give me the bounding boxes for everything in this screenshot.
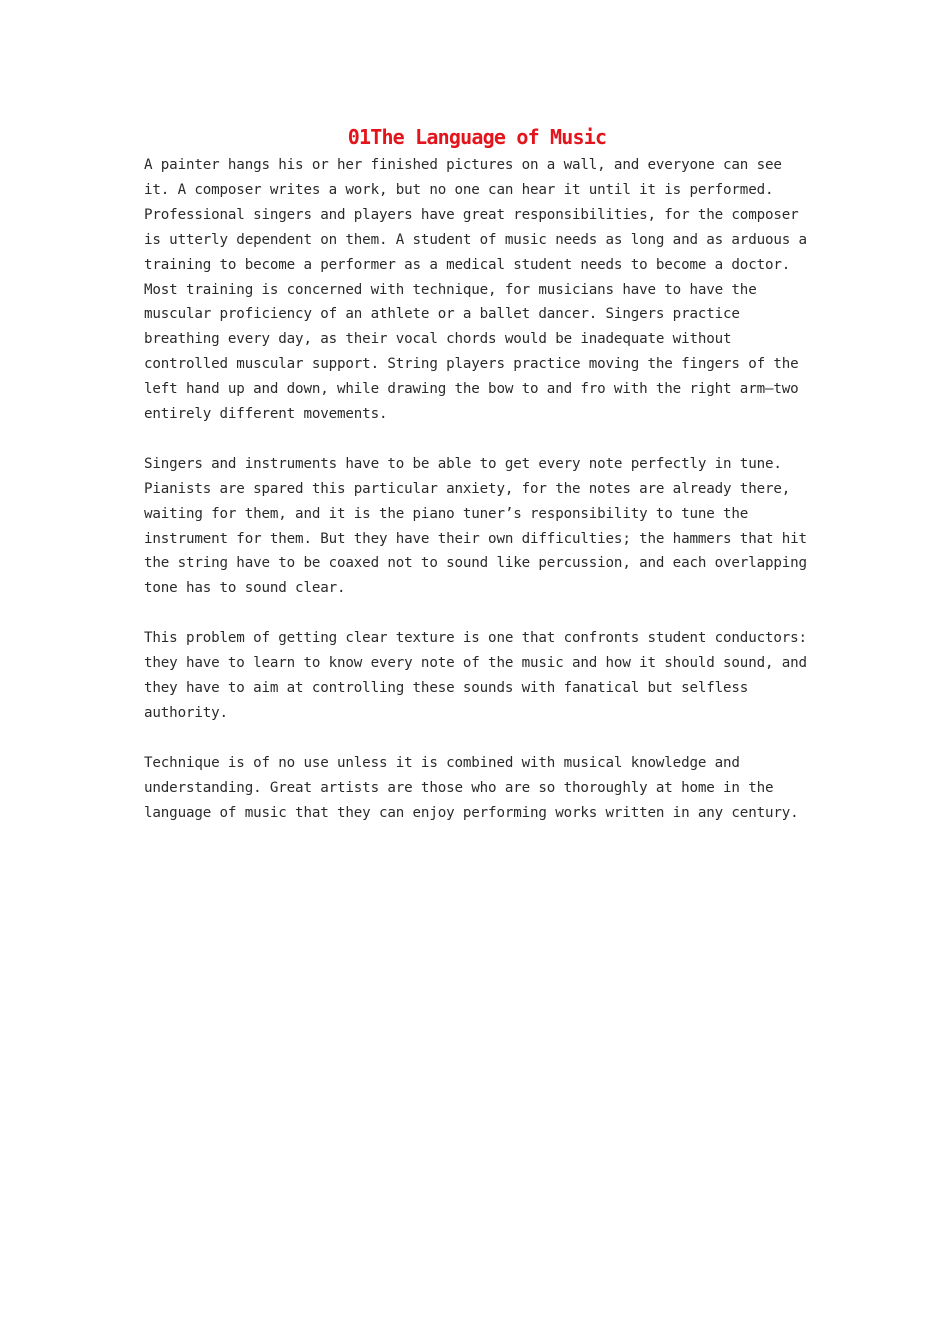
paragraph-3: This problem of getting clear texture is one that confronts student conductors: they have to learn to know every note of the music and how it should sound, and they have to aim at controlling these sounds with fanatical but selfless authority.: [144, 630, 807, 721]
paragraph-2: Singers and instruments have to be able to get every note perfectly in tune. Pianists are spared this particular anxiety, for the notes are already there, waiting for them, and it is the piano tuner’s responsibility to tune the instrument for them. But they have their own difficulties; the hammers that hit the string have to be coaxed not to sound like percussion, and each overlapping tone has to sound clear.: [144, 455, 807, 597]
document-body: [144, 122, 810, 825]
paragraph-1: A painter hangs his or her finished pictures on a wall, and everyone can see it. A composer writes a work, but no one can hear it until it is performed. Professional singers and players have great responsibilities, for the composer is utterly dependent on them. A student of music needs as long and as arduous a training to become a performer as a medical student needs to become a doctor. Most training is concerned with technique, for musicians have to have the muscular proficiency of an athlete or a ballet dancer. Singers practice breathing every day, as their vocal chords would be inadequate without controlled muscular support. String players practice moving the fingers of the left hand up and down, while drawing the bow to and fro with the right arm—two entirely different movements.: [144, 157, 807, 423]
paragraph-spacer: [144, 601, 810, 626]
paragraph-spacer: [144, 427, 810, 452]
paragraph-spacer: [144, 726, 810, 751]
document-title: 01The Language of Music: [347, 125, 607, 149]
paragraph-4: Technique is of no use unless it is combined with musical knowledge and understanding. Great artists are those who are so thoroughly at home in the language of music that they can enjoy performing works written in any century.: [144, 754, 799, 821]
